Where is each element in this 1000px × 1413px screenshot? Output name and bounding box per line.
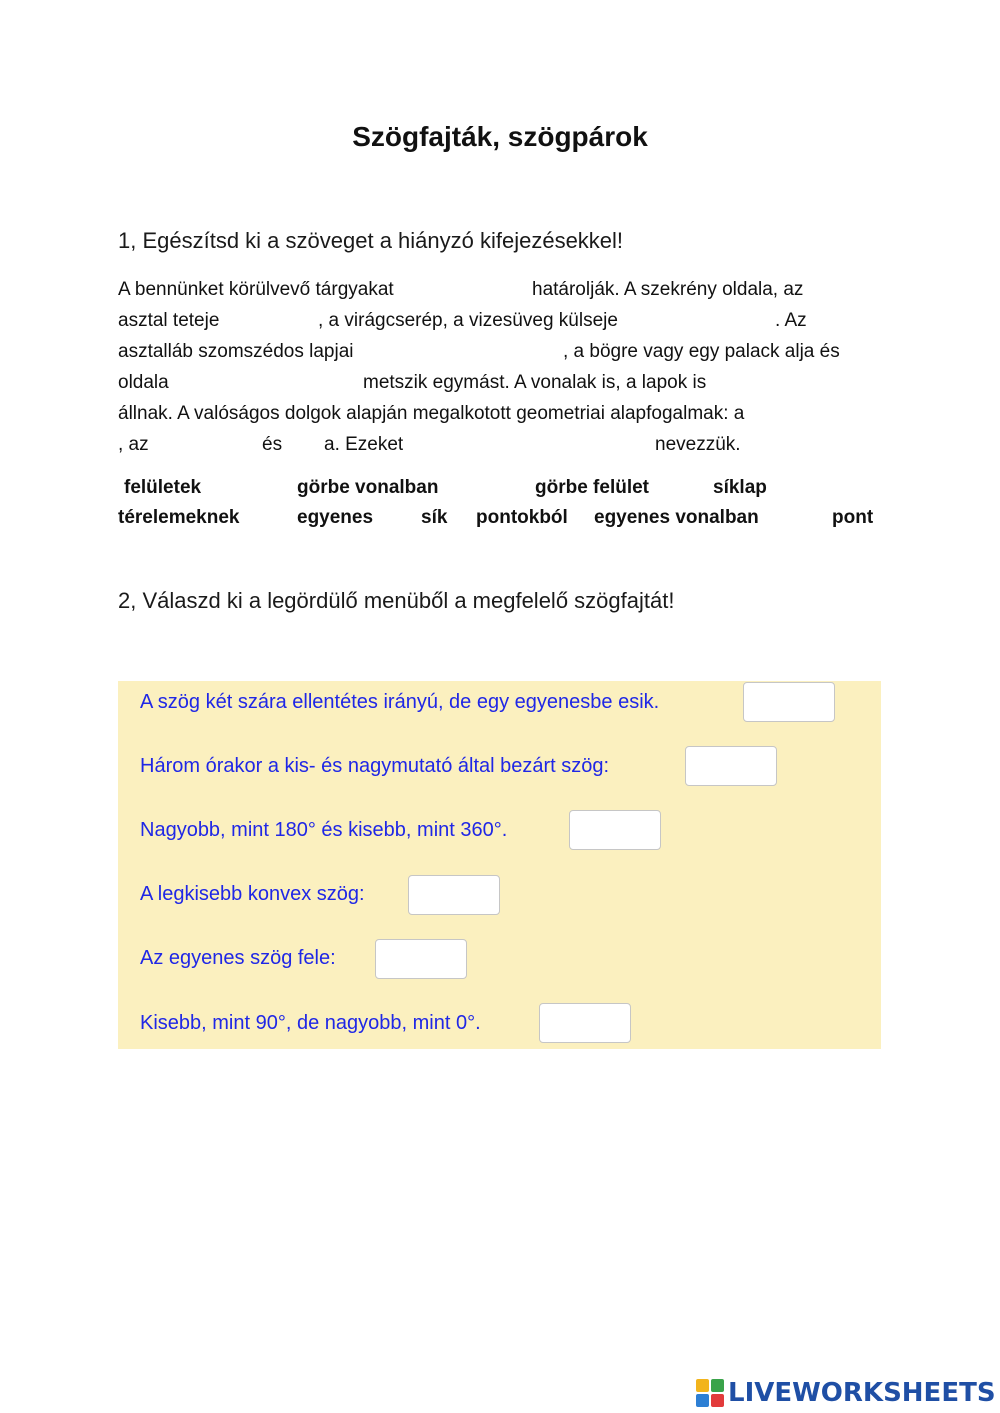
word-bank-item[interactable]: síklap	[713, 477, 767, 498]
text-segment: , a virágcserép, a vizesüveg külseje	[318, 310, 618, 331]
word-bank-item[interactable]: egyenes vonalban	[594, 507, 759, 528]
angle-types-panel	[118, 681, 881, 1049]
text-segment: állnak. A valóságos dolgok alapján megalkotott geometriai alapfogalmak: a	[118, 403, 745, 424]
question-3: Nagyobb, mint 180° és kisebb, mint 360°.	[140, 819, 508, 841]
text-segment: . Az	[775, 310, 807, 331]
question-1: A szög két szára ellentétes irányú, de egy egyenesbe esik.	[140, 691, 660, 713]
blank-field[interactable]	[443, 278, 528, 302]
text-segment: oldala	[118, 372, 169, 393]
word-bank-item[interactable]: pont	[832, 507, 874, 528]
blank-field[interactable]	[288, 433, 321, 457]
question-2: Három órakor a kis- és nagymutató által bezárt szög:	[140, 755, 610, 777]
text-segment: , az	[118, 434, 149, 455]
blank-field[interactable]	[416, 433, 651, 457]
word-bank-item[interactable]: görbe vonalban	[297, 477, 439, 498]
liveworksheets-logo	[696, 1378, 996, 1408]
page-title: Szögfajták, szögpárok	[352, 121, 648, 152]
text-segment: metszik egymást. A vonalak is, a lapok is	[363, 372, 707, 393]
word-bank-item[interactable]: görbe felület	[535, 477, 650, 498]
blank-field[interactable]	[160, 433, 255, 457]
answer-dropdown-3[interactable]	[569, 810, 661, 850]
task1-heading: 1, Egészítsd ki a szöveget a hiányzó kifejezésekkel!	[118, 228, 624, 253]
blank-field[interactable]	[653, 309, 773, 333]
answer-dropdown-6[interactable]	[539, 1003, 631, 1043]
task2-heading: 2, Válaszd ki a legördülő menüből a megfelelő szögfajtát!	[118, 588, 675, 613]
text-segment: határolják. A szekrény oldala, az	[532, 279, 804, 300]
question-5: Az egyenes szög fele:	[140, 947, 336, 969]
text-segment: nevezzük.	[655, 434, 741, 455]
text-segment: asztal teteje	[118, 310, 220, 331]
word-bank-item[interactable]: felületek	[124, 477, 202, 498]
word-bank-item[interactable]: sík	[421, 507, 448, 528]
question-4: A legkisebb konvex szög:	[140, 883, 365, 905]
word-bank-item[interactable]: pontokból	[476, 507, 568, 528]
blank-field[interactable]	[240, 309, 315, 333]
answer-dropdown-4[interactable]	[408, 875, 500, 915]
text-segment: asztalláb szomszédos lapjai	[118, 341, 354, 362]
word-bank-item[interactable]: egyenes	[297, 507, 374, 528]
answer-dropdown-5[interactable]	[375, 939, 467, 979]
blank-field[interactable]	[183, 371, 358, 395]
text-segment: a. Ezeket	[324, 434, 404, 455]
text-segment: , a bögre vagy egy palack alja és	[563, 341, 840, 362]
logo-grid-icon	[696, 1379, 724, 1407]
text-segment: A bennünket körülvevő tárgyakat	[118, 279, 394, 300]
answer-dropdown-2[interactable]	[685, 746, 777, 786]
question-6: Kisebb, mint 90°, de nagyobb, mint 0°.	[140, 1012, 481, 1034]
blank-field[interactable]	[386, 340, 561, 364]
logo-text: LIVEWORKSHEETS	[728, 1378, 996, 1408]
word-bank-item[interactable]: térelemeknek	[118, 507, 240, 528]
answer-dropdown-1[interactable]	[743, 682, 835, 722]
text-segment: és	[262, 434, 283, 455]
